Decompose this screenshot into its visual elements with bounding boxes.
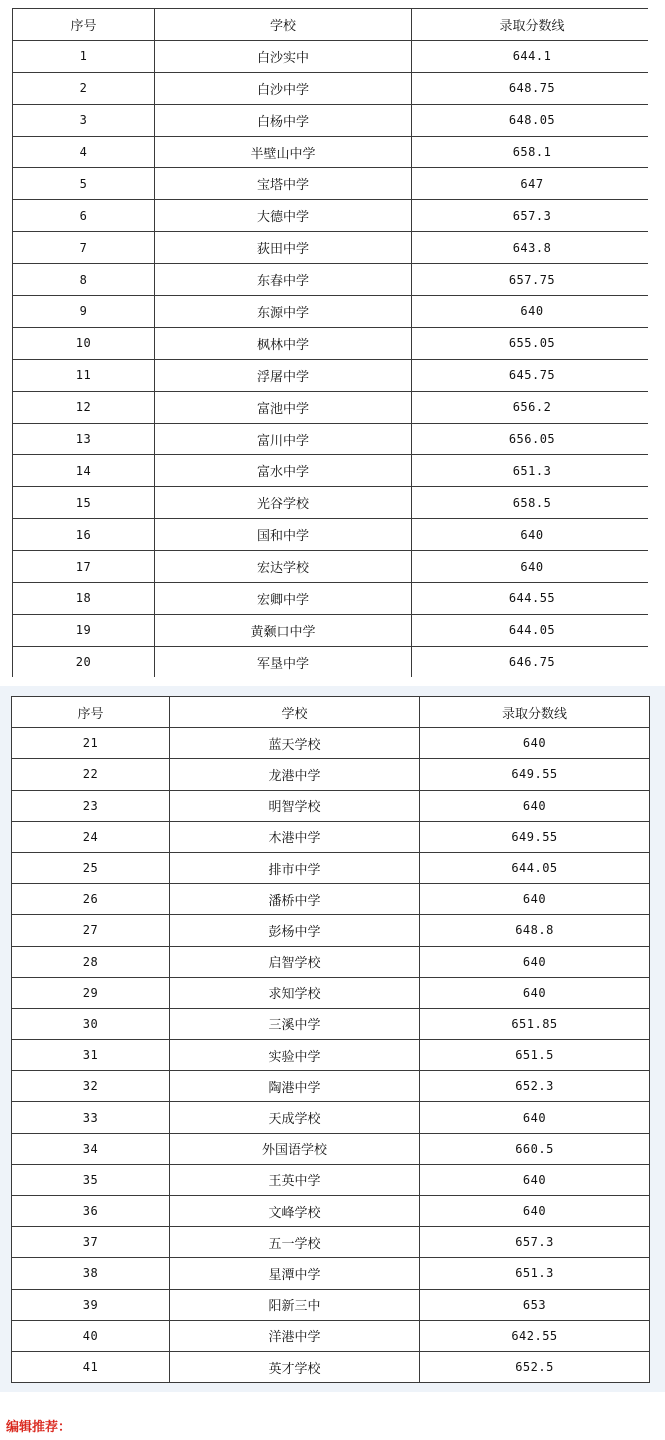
row-index: 9 [13,296,155,328]
row-index: 22 [12,759,170,790]
admission-score: 644.05 [412,614,649,646]
table-header-row [12,697,650,728]
school-name: 军垦中学 [155,646,412,677]
row-index: 3 [13,104,155,136]
school-name: 龙港中学 [170,759,420,790]
admission-score: 658.1 [412,136,649,168]
admission-score: 644.05 [420,852,650,883]
admission-scores-table-1 [12,8,648,677]
table-row [12,1102,650,1133]
admission-score: 648.75 [412,72,649,104]
header-school: 学校 [155,9,412,41]
table-row [13,583,649,615]
school-name: 大德中学 [155,200,412,232]
school-name: 半壁山中学 [155,136,412,168]
row-index: 14 [13,455,155,487]
school-name: 浮屠中学 [155,359,412,391]
table-row [12,790,650,821]
admission-score: 648.05 [412,104,649,136]
table-row [13,232,649,264]
school-name: 白杨中学 [155,104,412,136]
school-name: 文峰学校 [170,1196,420,1227]
admission-score: 652.3 [420,1071,650,1102]
table-row [13,519,649,551]
row-index: 21 [12,728,170,759]
admission-score: 645.75 [412,359,649,391]
row-index: 34 [12,1133,170,1164]
table-row [12,852,650,883]
row-index: 12 [13,391,155,423]
row-index: 36 [12,1196,170,1227]
admission-score: 644.1 [412,40,649,72]
table-row [12,1040,650,1071]
table-row [13,200,649,232]
table-row [12,1071,650,1102]
school-name: 英才学校 [170,1351,420,1382]
school-name: 木港中学 [170,821,420,852]
school-name: 排市中学 [170,852,420,883]
row-index: 35 [12,1164,170,1195]
table-row [13,455,649,487]
school-name: 星潭中学 [170,1258,420,1289]
school-name: 五一学校 [170,1227,420,1258]
school-name: 枫林中学 [155,327,412,359]
table-row [13,327,649,359]
table-row [12,946,650,977]
table-row [12,821,650,852]
admission-score: 640 [420,1102,650,1133]
table-row [13,487,649,519]
row-index: 6 [13,200,155,232]
school-name: 东春中学 [155,264,412,296]
admission-score: 660.5 [420,1133,650,1164]
score-table-part-2 [0,686,665,1392]
table-row [13,359,649,391]
admission-score: 655.05 [412,327,649,359]
row-index: 19 [13,614,155,646]
row-index: 31 [12,1040,170,1071]
admission-score: 656.2 [412,391,649,423]
admission-score: 640 [412,296,649,328]
table-row [12,884,650,915]
admission-score: 640 [420,977,650,1008]
row-index: 30 [12,1008,170,1039]
table-row [13,614,649,646]
school-name: 外国语学校 [170,1133,420,1164]
school-name: 明智学校 [170,790,420,821]
admission-score: 649.55 [420,759,650,790]
score-table-part-1 [12,8,648,677]
admission-score: 658.5 [412,487,649,519]
school-name: 启智学校 [170,946,420,977]
school-name: 白沙实中 [155,40,412,72]
school-name: 三溪中学 [170,1008,420,1039]
row-index: 17 [13,551,155,583]
admission-score: 657.3 [420,1227,650,1258]
row-index: 11 [13,359,155,391]
school-name: 王英中学 [170,1164,420,1195]
row-index: 7 [13,232,155,264]
row-index: 27 [12,915,170,946]
admission-score: 643.8 [412,232,649,264]
table-row [12,1258,650,1289]
admission-score: 651.85 [420,1008,650,1039]
admission-score: 653 [420,1289,650,1320]
row-index: 16 [13,519,155,551]
school-name: 洋港中学 [170,1320,420,1351]
row-index: 8 [13,264,155,296]
school-name: 国和中学 [155,519,412,551]
row-index: 1 [13,40,155,72]
school-name: 天成学校 [170,1102,420,1133]
table-row [13,264,649,296]
row-index: 29 [12,977,170,1008]
school-name: 富水中学 [155,455,412,487]
table-row [13,423,649,455]
admission-scores-table-2 [11,696,650,1383]
row-index: 25 [12,852,170,883]
admission-score: 656.05 [412,423,649,455]
table-row [13,136,649,168]
school-name: 光谷学校 [155,487,412,519]
school-name: 宏达学校 [155,551,412,583]
table-row [13,391,649,423]
table-row [13,296,649,328]
header-score: 录取分数线 [420,697,650,728]
table-row [13,40,649,72]
table-row [12,1227,650,1258]
school-name: 彭杨中学 [170,915,420,946]
row-index: 32 [12,1071,170,1102]
table-row [13,168,649,200]
admission-score: 644.55 [412,583,649,615]
row-index: 10 [13,327,155,359]
school-name: 富川中学 [155,423,412,455]
admission-score: 640 [420,790,650,821]
table-row [12,1133,650,1164]
table-row [12,1320,650,1351]
row-index: 4 [13,136,155,168]
school-name: 宏卿中学 [155,583,412,615]
editor-recommendation-label[interactable]: 编辑推荐： [6,1420,72,1435]
school-name: 潘桥中学 [170,884,420,915]
row-index: 13 [13,423,155,455]
row-index: 24 [12,821,170,852]
school-name: 陶港中学 [170,1071,420,1102]
row-index: 23 [12,790,170,821]
admission-score: 652.5 [420,1351,650,1382]
school-name: 富池中学 [155,391,412,423]
row-index: 18 [13,583,155,615]
table-row [12,1351,650,1382]
row-index: 28 [12,946,170,977]
table-row [13,72,649,104]
table-row [12,1164,650,1195]
admission-score: 640 [420,884,650,915]
school-name: 白沙中学 [155,72,412,104]
table-row [12,759,650,790]
table-row [13,551,649,583]
header-score: 录取分数线 [412,9,649,41]
admission-score: 657.75 [412,264,649,296]
school-name: 东源中学 [155,296,412,328]
admission-score: 651.5 [420,1040,650,1071]
table-row [13,646,649,677]
row-index: 5 [13,168,155,200]
school-name: 宝塔中学 [155,168,412,200]
table-row [12,1289,650,1320]
school-name: 黄颡口中学 [155,614,412,646]
row-index: 2 [13,72,155,104]
header-index: 序号 [12,697,170,728]
admission-score: 651.3 [412,455,649,487]
table-row [12,977,650,1008]
admission-score: 657.3 [412,200,649,232]
school-name: 蓝天学校 [170,728,420,759]
row-index: 33 [12,1102,170,1133]
school-name: 求知学校 [170,977,420,1008]
admission-score: 648.8 [420,915,650,946]
admission-score: 640 [412,519,649,551]
row-index: 41 [12,1351,170,1382]
admission-score: 640 [420,946,650,977]
admission-score: 649.55 [420,821,650,852]
admission-score: 642.55 [420,1320,650,1351]
row-index: 40 [12,1320,170,1351]
admission-score: 647 [412,168,649,200]
table-row [12,1008,650,1039]
admission-score: 640 [420,1196,650,1227]
admission-score: 640 [412,551,649,583]
row-index: 26 [12,884,170,915]
school-name: 实验中学 [170,1040,420,1071]
row-index: 37 [12,1227,170,1258]
row-index: 39 [12,1289,170,1320]
table-row [12,915,650,946]
admission-score: 646.75 [412,646,649,677]
row-index: 20 [13,646,155,677]
table-row [12,1196,650,1227]
school-name: 荻田中学 [155,232,412,264]
table-header-row [13,9,649,41]
header-school: 学校 [170,697,420,728]
admission-score: 651.3 [420,1258,650,1289]
school-name: 阳新三中 [170,1289,420,1320]
row-index: 15 [13,487,155,519]
header-index: 序号 [13,9,155,41]
admission-score: 640 [420,1164,650,1195]
row-index: 38 [12,1258,170,1289]
table-row [12,728,650,759]
table-row [13,104,649,136]
admission-score: 640 [420,728,650,759]
